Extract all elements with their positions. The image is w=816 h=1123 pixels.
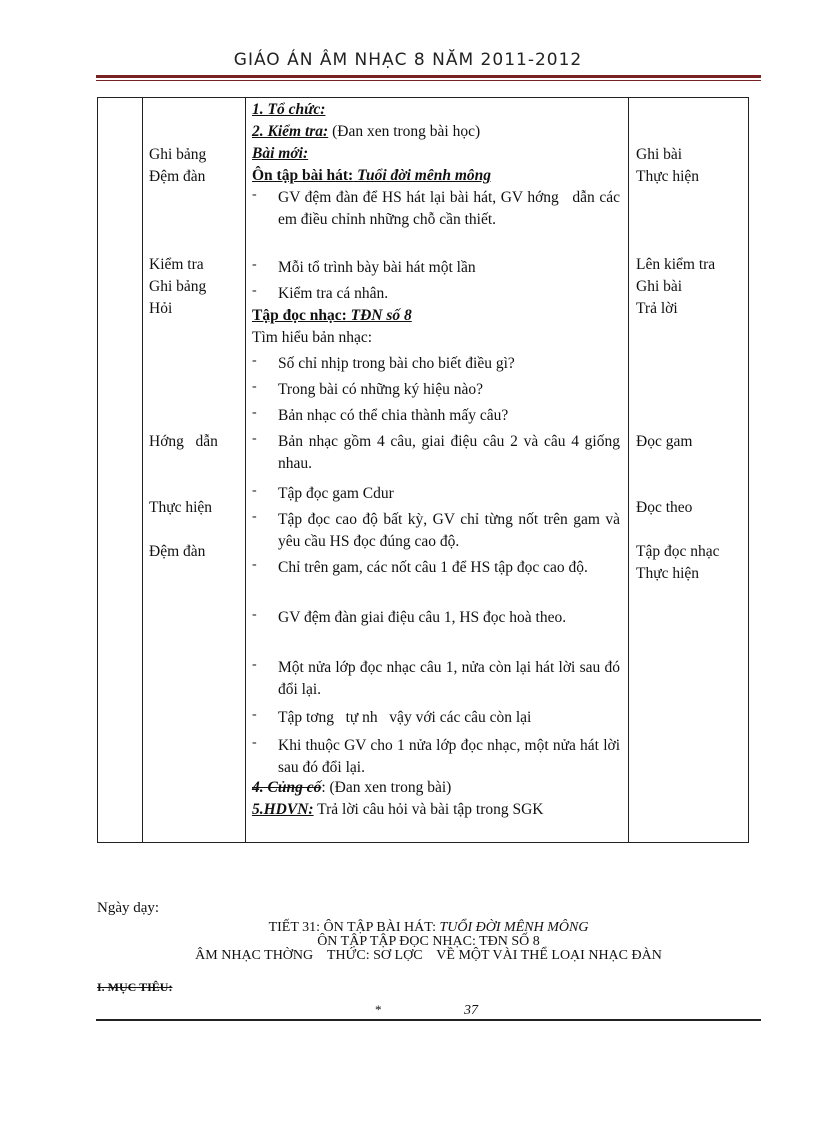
- list-item-text: Tập tơng tự nh vậy với các câu còn lại: [278, 709, 532, 726]
- bullet-dash: -: [252, 431, 257, 446]
- list-item: [252, 431, 620, 475]
- on-tap-heading: [252, 165, 620, 187]
- list-item: [252, 405, 620, 427]
- teacher-huong-dan: Hớng dẫn: [149, 433, 218, 450]
- student-activity-column: [629, 98, 749, 843]
- teacher-ghi-bang-2: Ghi bảng: [149, 278, 207, 295]
- teacher-dem-dan: Đệm đàn: [149, 168, 206, 185]
- list-item-text: GV đệm đàn để HS hát lại bài hát, GV hớng dẫn các em điều chỉnh những chỗ cần thiết.: [278, 189, 624, 228]
- tap-doc-label: Tập đọc nhạc:: [252, 307, 347, 324]
- list-item-text: Bản nhạc gồm 4 câu, giai điệu câu 2 và câu 4 giống nhau.: [278, 433, 620, 472]
- student-ghi-bai: Ghi bài: [636, 146, 683, 163]
- list-item: [252, 509, 620, 553]
- teacher-dem-dan-2: Đệm đàn: [149, 543, 206, 560]
- student-tra-loi: Trả lời: [636, 300, 678, 317]
- cung-co-line: [252, 777, 620, 799]
- bullet-dash: -: [252, 483, 257, 498]
- teacher-ghi-bang: Ghi bảng: [149, 146, 207, 163]
- bai-moi-heading: [252, 143, 620, 165]
- bullet-dash: -: [252, 405, 257, 420]
- bullet-dash: -: [252, 283, 257, 298]
- header-rule-thin: [96, 80, 761, 81]
- list-item-text: Bản nhạc có thể chia thành mấy câu?: [278, 407, 509, 424]
- header-rule-thick: [96, 75, 761, 78]
- table-row: [98, 98, 749, 843]
- bullet-dash: -: [252, 257, 257, 272]
- cung-co-label: 4. Củng cố: [252, 779, 322, 796]
- tap-doc-title: TĐN số 8: [346, 307, 412, 324]
- bullet-dash: -: [252, 353, 257, 368]
- list-item-text: Chỉ trên gam, các nốt câu 1 để HS tập đọc cao độ.: [278, 559, 588, 576]
- list-item: [252, 379, 620, 401]
- bullet-dash: -: [252, 509, 257, 524]
- hdvn-label: 5.HDVN:: [252, 801, 314, 818]
- bullet-dash: -: [252, 707, 257, 722]
- lesson-title-line: [96, 921, 761, 935]
- kiem-tra-text: (Đan xen trong bài học): [328, 123, 481, 140]
- muc-tieu-heading: I. MỤC TIÊU:: [97, 980, 173, 994]
- list-item: [252, 735, 620, 779]
- teacher-hoi: Hỏi: [149, 300, 173, 317]
- list-item: [252, 607, 620, 629]
- teacher-kiem-tra: Kiểm tra: [149, 256, 204, 273]
- student-thuc-hien: Thực hiện: [636, 168, 700, 185]
- lesson-subtitle-line: ÔN TẬP TẬP ĐỌC NHẠC: TĐN SỐ 8: [317, 934, 540, 949]
- student-doc-gam: Đọc gam: [636, 433, 693, 450]
- on-tap-label: Ôn tập bài hát:: [252, 167, 354, 184]
- ngay-day-label: Ngày dạy:: [97, 900, 160, 916]
- empty-column: [98, 98, 143, 843]
- teacher-thuc-hien: Thực hiện: [149, 499, 213, 516]
- kiem-tra-line: [252, 121, 620, 143]
- list-item: [252, 353, 620, 375]
- list-item-text: GV đệm đàn giai điệu câu 1, HS đọc hoà theo.: [278, 609, 567, 626]
- student-len-kiem-tra: Lên kiểm tra: [636, 256, 716, 273]
- list-item: [252, 257, 620, 279]
- hdvn-line: [252, 799, 620, 821]
- bullet-dash: -: [252, 557, 257, 572]
- bullet-dash: -: [252, 735, 257, 750]
- student-ghi-bai-2: Ghi bài: [636, 278, 683, 295]
- page-number: 37: [464, 1003, 478, 1018]
- teacher-activity-column: [143, 98, 246, 843]
- tim-hieu-line: Tìm hiểu bản nhạc:: [252, 329, 373, 346]
- list-item-text: Số chỉ nhịp trong bài cho biết điều gì?: [278, 355, 515, 372]
- bullet-dash: -: [252, 187, 257, 202]
- list-item-text: Khi thuộc GV cho 1 nửa lớp đọc nhạc, một nửa hát lời sau đó đổi lại.: [278, 737, 620, 776]
- to-chuc-label: 1. Tổ chức:: [252, 101, 326, 118]
- bullet-dash: -: [252, 379, 257, 394]
- footer-star: *: [375, 1002, 382, 1017]
- student-thuc-hien-2: Thực hiện: [636, 565, 700, 582]
- lesson-title-prefix: TIẾT 31: ÔN TẬP BÀI HÁT:: [268, 920, 440, 935]
- list-item: [252, 707, 620, 729]
- content-column: [246, 98, 629, 843]
- list-item-text: Trong bài có những ký hiệu nào?: [278, 381, 483, 398]
- on-tap-song-title: Tuổi đời mênh mông: [353, 167, 492, 184]
- bai-moi-label: Bài mới:: [252, 145, 309, 162]
- list-item-text: Kiểm tra cá nhân.: [278, 285, 389, 302]
- to-chuc-heading: [252, 99, 620, 121]
- list-item: [252, 557, 620, 579]
- cung-co-text: : (Đan xen trong bài): [321, 779, 452, 796]
- list-item-text: Tập đọc gam Cdur: [278, 485, 394, 502]
- lesson-song-title: TUỔI ĐỜI MÊNH MÔNG: [439, 920, 589, 935]
- list-item: [252, 657, 620, 701]
- student-tap-doc-nhac: Tập đọc nhạc: [636, 543, 720, 560]
- list-item: [252, 483, 620, 505]
- tap-doc-heading: [252, 305, 620, 327]
- list-item-text: Mỗi tổ trình bày bài hát một lần: [278, 259, 476, 276]
- bullet-dash: -: [252, 607, 257, 622]
- page-header-title: GIÁO ÁN ÂM NHẠC 8 NĂM 2011-2012: [233, 50, 583, 70]
- list-item-text: Tập đọc cao độ bất kỳ, GV chỉ từng nốt trên gam và yêu cầu HS đọc đúng cao độ.: [278, 511, 620, 550]
- bullet-dash: -: [252, 657, 257, 672]
- footer-rule: [96, 1019, 761, 1021]
- list-item: [252, 283, 620, 305]
- hdvn-text: Trả lời câu hỏi và bài tập trong SGK: [313, 801, 544, 818]
- kiem-tra-label: 2. Kiểm tra:: [252, 123, 329, 140]
- list-item-text: Một nửa lớp đọc nhạc câu 1, nửa còn lại hát lời sau đó đổi lại.: [278, 659, 620, 698]
- list-item: [252, 187, 624, 231]
- student-doc-theo: Đọc theo: [636, 499, 693, 516]
- lesson-music-line: ÂM NHẠC THỜNG THỨC: SƠ LỢC VỀ MỘT VÀI THỂ LOẠI NHẠC ĐÀN: [195, 948, 662, 963]
- lesson-table: [97, 97, 749, 843]
